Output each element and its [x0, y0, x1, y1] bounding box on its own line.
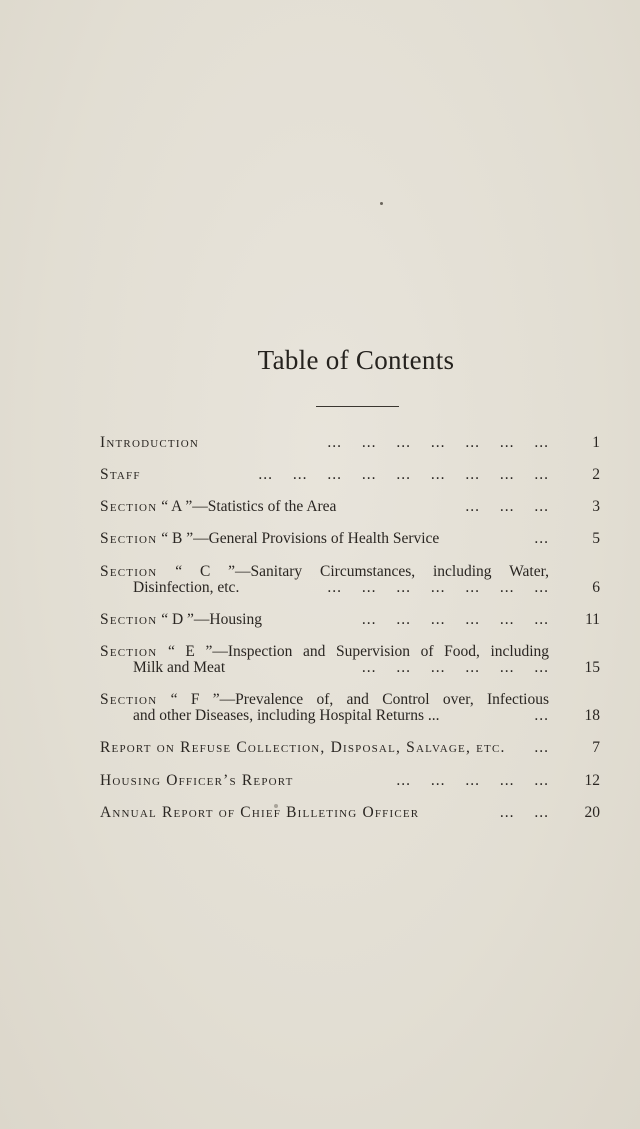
toc-label: Annual Report of Chief Billeting Officer	[100, 804, 420, 821]
toc-entry-housing-officer-report	[100, 773, 600, 789]
toc-page-number: 20	[584, 804, 600, 821]
toc-label-continuation: Disinfection, etc.	[133, 579, 240, 596]
toc-page-number: 1	[592, 434, 600, 451]
toc-leader: ... ... ... ... ... ... ...	[327, 579, 549, 596]
toc-label: “ F ”—Prevalence of, and Control over, Infectious	[157, 691, 549, 708]
toc-label: “ D ”—Housing	[157, 611, 262, 628]
toc-entry-refuse-report	[100, 740, 600, 756]
toc-label: “ C ”—Sanitary Circumstances, including Water,	[157, 563, 549, 580]
toc-label: “ A ”—Statistics of the Area	[157, 498, 337, 515]
toc-page-number: 5	[592, 530, 600, 547]
toc-leader: ...	[534, 530, 549, 547]
toc-label: Report on Refuse Collection, Disposal, Salvage, etc.	[100, 739, 506, 756]
toc-leader: ...	[534, 707, 549, 724]
toc-leader: ... ... ... ... ... ...	[361, 611, 549, 628]
toc-label-prefix: Section	[100, 611, 158, 628]
toc-page-number: 7	[592, 739, 600, 756]
toc-label-prefix: Section	[100, 563, 158, 580]
toc-label-prefix: Section	[100, 643, 158, 660]
toc-entry-section-f	[100, 692, 600, 724]
toc-label: Introduction	[100, 434, 200, 451]
toc-label-prefix: Section	[100, 498, 158, 515]
toc-entry-section-e	[100, 644, 600, 676]
toc-entry-section-a	[100, 499, 600, 515]
toc-entry-section-c	[100, 564, 600, 596]
toc-label-continuation: and other Diseases, including Hospital Returns ...	[133, 707, 440, 724]
toc-page-number: 6	[592, 579, 600, 596]
toc-leader: ... ... ... ... ... ... ...	[327, 434, 549, 451]
toc-label: “ E ”—Inspection and Supervision of Food, including	[157, 643, 549, 660]
toc-page-number: 15	[584, 659, 600, 676]
toc-leader: ... ... ... ... ... ... ... ... ...	[258, 466, 549, 483]
toc-leader: ...	[534, 739, 549, 756]
toc-label-continuation: Milk and Meat	[133, 659, 226, 676]
page-title: Table of Contents	[257, 345, 455, 375]
toc-page-number: 11	[585, 611, 600, 628]
paper-speck	[380, 202, 383, 205]
toc-label-prefix: Section	[100, 691, 158, 708]
toc-label: “ B ”—General Provisions of Health Service	[157, 530, 440, 547]
toc-page-number: 2	[592, 466, 600, 483]
toc-leader: ... ... ...	[465, 498, 549, 515]
toc-page-number: 3	[592, 498, 600, 515]
toc-entry-section-b	[100, 531, 600, 547]
title-divider	[316, 406, 399, 407]
toc-entry-introduction	[100, 435, 600, 451]
toc-page-number: 12	[584, 772, 600, 789]
toc-page-number: 18	[584, 707, 600, 724]
toc-label: Staff	[100, 466, 141, 483]
toc-leader: ... ...	[499, 804, 549, 821]
toc-leader: ... ... ... ... ... ...	[361, 659, 549, 676]
toc-label: Housing Officer’s Report	[100, 772, 294, 789]
toc-entry-billeting-report	[100, 805, 600, 821]
toc-entry-section-d	[100, 612, 600, 628]
toc-label-prefix: Section	[100, 530, 158, 547]
toc-entry-staff	[100, 467, 600, 483]
toc-leader: ... ... ... ... ...	[396, 772, 549, 789]
